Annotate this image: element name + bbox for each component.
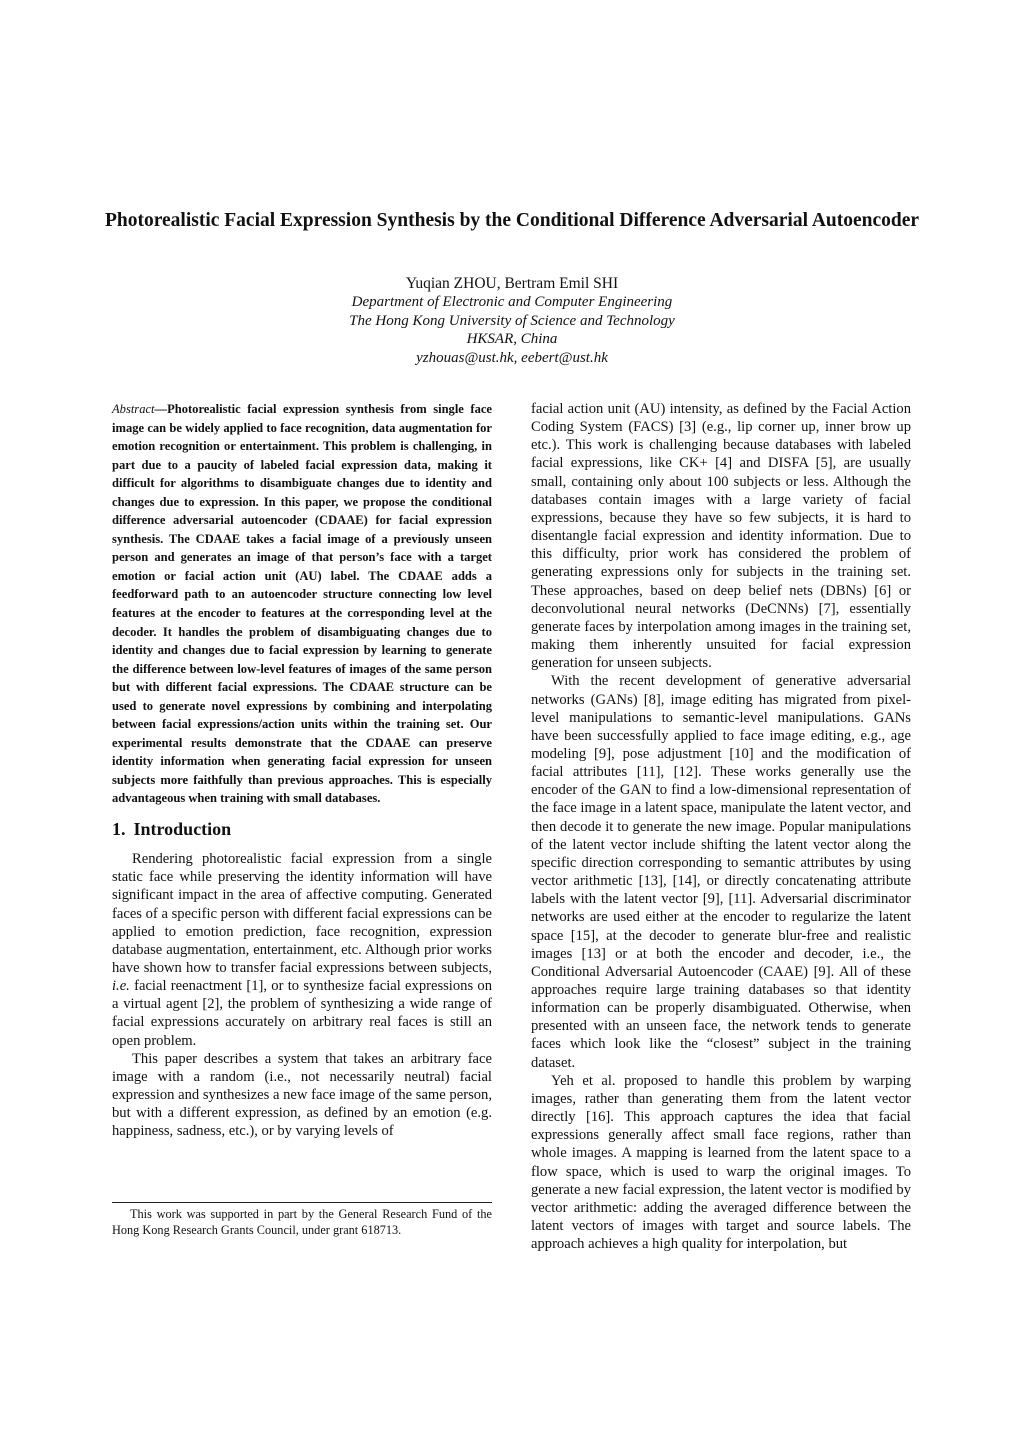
- author-emails: yzhouas@ust.hk, eebert@ust.hk: [416, 349, 608, 366]
- affiliation-location: HKSAR, China: [466, 331, 558, 347]
- author-names: Yuqian ZHOU, Bertram Emil SHI: [405, 275, 619, 292]
- footnote: This work was supported in part by the General Research Fund of the Hong Kong Research Grants Council, under grant 618713.: [112, 1207, 492, 1237]
- right-column: [531, 400, 911, 1253]
- affiliation-department: Department of Electronic and Computer Engineering: [351, 294, 673, 310]
- intro-paragraph-2: This paper describes a system that takes an arbitrary face image with a random (i.e., not necessarily neutral) facial expression and synthesizes a new face image of the same person, but with a different expression, as defined by an emotion (e.g. happiness, sadness, etc.), or by varying levels of: [112, 1050, 492, 1140]
- intro-paragraph-1-ie: i.e.: [112, 978, 130, 995]
- abstract: [112, 400, 492, 808]
- intro-paragraph-3: facial action unit (AU) intensity, as defined by the Facial Action Coding System (FACS) [3] (e.g., lip corner up, inner brow up etc.). This work is challenging because databases with labeled facial expressions, like CK+ [4] and DISFA [5], are usually small, containing only about 100 subjects or less. Although the databases contain images with a large variety of facial expressions, because they have so few subjects, it is hard to disentangle facial expression and identity information. Due to this difficulty, prior work has considered the problem of generating expressions only for subjects in the training set. These approaches, based on deep belief nets (DBNs) [6] or deconvolutional neural networks (DeCNNs) [7], essentially generate faces by interpolation among images in the training set, making them inherently unsuited for facial expression generation for unseen subjects.: [531, 401, 911, 672]
- section-number: 1.: [112, 819, 126, 840]
- intro-paragraph-1: [112, 850, 492, 1050]
- author-block: [112, 274, 912, 367]
- section-title: Introduction: [133, 819, 232, 840]
- abstract-lead: Abstract: [112, 402, 155, 416]
- affiliation-university: The Hong Kong University of Science and Technology: [349, 312, 675, 329]
- intro-paragraph-5: Yeh et al. proposed to handle this problem by warping images, rather than generating them from the latent vector directly [16]. This approach captures the idea that facial expressions generally affect small face regions, rather than whole images. A mapping is learned from the latent space to a flow space, which is used to warp the original images. To generate a new facial expression, the latent vector is modified by vector arithmetic: adding the averaged difference between the latent vectors of images with target and source labels. The approach achieves a high quality for interpolation, but: [531, 1072, 911, 1253]
- intro-paragraph-1-text: Rendering photorealistic facial expression from a single static face while preserving the identity information will have significant impact in the area of affective computing. Generated faces of a specific person with different facial expressions can be applied to emotion prediction, face recognition, expression database augmentation, entertainment, etc. Although prior works have shown how to transfer facial expressions between subjects,: [112, 851, 492, 976]
- left-column: [112, 400, 492, 1141]
- intro-paragraph-1-rest: facial reenactment [1], or to synthesize facial expressions on a virtual agent [2], the problem of synthesizing a wide range of facial expressions accurately on arbitrary real faces is still an open problem.: [112, 978, 492, 1049]
- abstract-text: —Photorealistic facial expression synthesis from single face image can be widely applied to face recognition, data augmentation for emotion recognition or entertainment. This problem is challenging, in part due to a paucity of labeled facial expression data, making it difficult for algorithms to disambiguate changes due to identity and changes due to expression. In this paper, we propose the conditional difference adversarial autoencoder (CDAAE) for facial expression synthesis. The CDAAE takes a facial image of a previously unseen person and generates an image of that person’s face with a target emotion or facial action unit (AU) label. The CDAAE adds a feedforward path to an autoencoder structure connecting low level features at the encoder to features at the corresponding level at the decoder. It handles the problem of disambiguating changes due to identity and changes due to facial expression by learning to generate the difference between low-level features of images of the same person but with different facial expressions. The CDAAE structure can be used to generate novel expressions by combining and interpolating between facial expressions/action units within the training set. Our experimental results demonstrate that the CDAAE can preserve identity information when generating facial expression for unseen subjects more faithfully than previous approaches. This is especially advantageous when training with small databases.: [112, 402, 492, 806]
- section-heading-introduction: [112, 818, 492, 840]
- intro-paragraph-4: With the recent development of generative adversarial networks (GANs) [8], image editing has migrated from pixel-level manipulations to semantic-level manipulations. GANs have been successfully applied to face image editing, e.g., age modeling [9], pose adjustment [10] and the modification of facial attributes [11], [12]. These works generally use the encoder of the GAN to find a low-dimensional representation of the face image in a latent space, manipulate the latent vector, and then decode it to generate the new image. Popular manipulations of the latent vector include shifting the latent vector along the specific direction corresponding to semantic attributes by using vector arithmetic [13], [14], or directly concatenating attribute labels with the latent vector [9], [11]. Adversarial discriminator networks are used either at the encoder to regularize the latent space [15], at the decoder to generate blur-free and realistic images [13] or at both the encoder and decoder, i.e., the Conditional Adversarial Autoencoder (CAAE) [9]. All of these approaches require large training databases so that identity information can be properly disambiguated. Otherwise, when presented with an unseen face, the network tends to generate faces which look like the “closest” subject in the training dataset.: [531, 673, 911, 1071]
- paper-title: Photorealistic Facial Expression Synthesis by the Conditional Difference Adversarial Autoencoder: [104, 210, 920, 231]
- footnote-divider: [112, 1202, 492, 1203]
